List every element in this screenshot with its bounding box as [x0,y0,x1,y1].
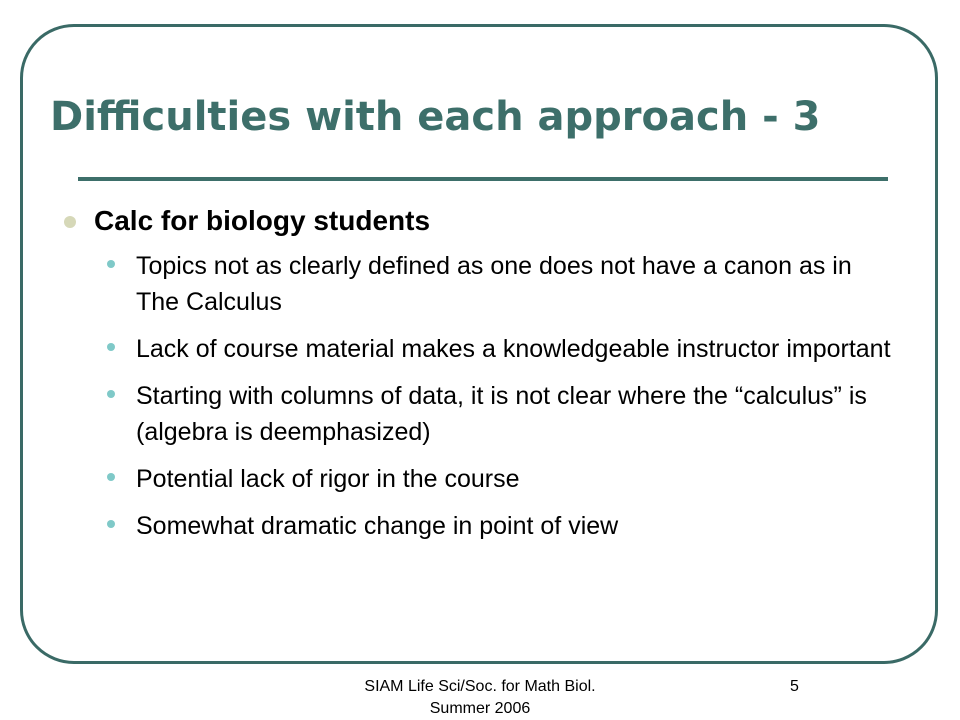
sub-bullet-list [58,248,898,544]
bullet-dot-icon [107,390,115,398]
bullet-dot-icon [107,260,115,268]
bullet-dot-icon [107,343,115,351]
list-item-text: Somewhat dramatic change in point of view [136,512,619,540]
list-item-text: Potential lack of rigor in the course [136,465,520,493]
list-item-text: Lack of course material makes a knowledgeable instructor important [136,335,891,363]
slide-content [58,204,898,555]
bullet-dot-icon [107,520,115,528]
list-item [58,461,898,497]
page-number: 5 [790,678,799,695]
list-item [58,331,898,367]
list-item [58,378,898,450]
bullet-dot-icon [107,473,115,481]
list-item-text: Starting with columns of data, it is not clear where the “calculus” is (algebra is deemphasized) [136,382,867,446]
list-item [58,248,898,320]
list-item [58,508,898,544]
main-bullet [58,204,898,238]
list-item-text: Topics not as clearly defined as one does not have a canon as in The Calculus [136,252,852,316]
footer-line-2: Summer 2006 [429,700,531,717]
slide-title: Difficulties with each approach - 3 [50,94,821,140]
slide-footer [340,676,620,720]
bullet-dot-icon [64,216,76,228]
footer-line-1: SIAM Life Sci/Soc. for Math Biol. [364,678,596,695]
title-underline [78,177,888,181]
main-bullet-text: Calc for biology students [94,205,431,236]
